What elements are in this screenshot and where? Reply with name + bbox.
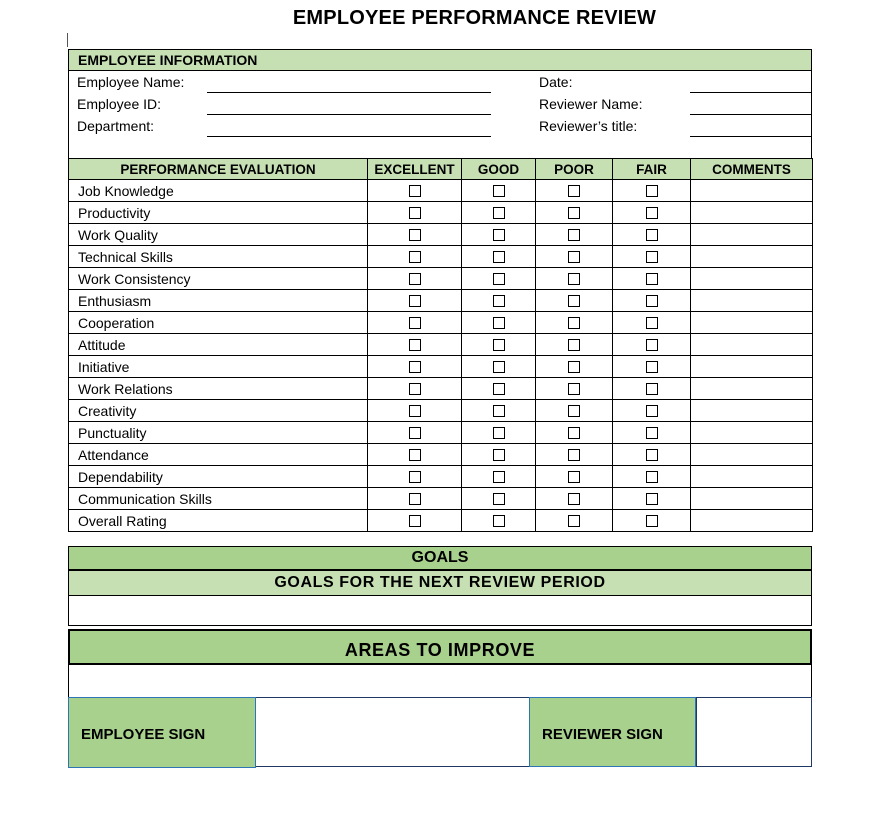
checkbox-good[interactable]: [493, 427, 505, 439]
areas-entry-area[interactable]: [68, 665, 812, 697]
checkbox-good[interactable]: [493, 207, 505, 219]
reviewer-title-field[interactable]: [690, 136, 812, 137]
checkbox-excellent[interactable]: [409, 493, 421, 505]
checkbox-good[interactable]: [493, 449, 505, 461]
table-row: [69, 444, 813, 466]
checkbox-excellent[interactable]: [409, 207, 421, 219]
checkbox-good[interactable]: [493, 273, 505, 285]
goals-heading: GOALS: [68, 546, 812, 570]
table-row: [69, 290, 813, 312]
rating-cell-fair: [613, 202, 691, 224]
rating-cell-excellent: [368, 422, 462, 444]
reviewer-sign-label: REVIEWER SIGN: [529, 697, 696, 767]
checkbox-excellent[interactable]: [409, 427, 421, 439]
criterion-label: Punctuality: [69, 422, 368, 444]
checkbox-poor[interactable]: [568, 339, 580, 351]
criterion-label: Communication Skills: [69, 488, 368, 510]
checkbox-fair[interactable]: [646, 383, 658, 395]
rating-cell-excellent: [368, 202, 462, 224]
rating-cell-excellent: [368, 312, 462, 334]
table-row: [69, 422, 813, 444]
comments-cell[interactable]: [691, 466, 813, 488]
rating-cell-fair: [613, 180, 691, 202]
rating-cell-fair: [613, 510, 691, 532]
goals-entry-area[interactable]: [68, 596, 812, 626]
checkbox-good[interactable]: [493, 251, 505, 263]
rating-cell-good: [462, 378, 536, 400]
reviewer-title-label: Reviewer’s title:: [539, 118, 638, 134]
employee-sign-label: EMPLOYEE SIGN: [68, 697, 256, 768]
criterion-label: Work Consistency: [69, 268, 368, 290]
table-row: [69, 202, 813, 224]
goals-subheading: GOALS FOR THE NEXT REVIEW PERIOD: [68, 570, 812, 596]
rating-cell-excellent: [368, 510, 462, 532]
checkbox-excellent[interactable]: [409, 405, 421, 417]
criterion-label: Creativity: [69, 400, 368, 422]
rating-cell-poor: [536, 224, 613, 246]
rating-cell-good: [462, 510, 536, 532]
rating-cell-fair: [613, 444, 691, 466]
rating-cell-excellent: [368, 290, 462, 312]
col-comments: COMMENTS: [691, 159, 813, 180]
rating-cell-poor: [536, 444, 613, 466]
comments-cell[interactable]: [691, 334, 813, 356]
comments-cell[interactable]: [691, 444, 813, 466]
rating-cell-fair: [613, 400, 691, 422]
table-row: [69, 180, 813, 202]
comments-cell[interactable]: [691, 202, 813, 224]
rating-cell-poor: [536, 378, 613, 400]
date-label: Date:: [539, 74, 573, 90]
checkbox-poor[interactable]: [568, 317, 580, 329]
rating-cell-fair: [613, 422, 691, 444]
checkbox-poor[interactable]: [568, 273, 580, 285]
page-title: EMPLOYEE PERFORMANCE REVIEW: [292, 7, 657, 29]
rating-cell-good: [462, 202, 536, 224]
checkbox-poor[interactable]: [568, 515, 580, 527]
checkbox-excellent[interactable]: [409, 273, 421, 285]
comments-cell[interactable]: [691, 488, 813, 510]
performance-evaluation-table: [68, 158, 813, 532]
col-good: GOOD: [462, 159, 536, 180]
checkbox-poor[interactable]: [568, 361, 580, 373]
rating-cell-fair: [613, 488, 691, 510]
comments-cell[interactable]: [691, 290, 813, 312]
rating-cell-excellent: [368, 444, 462, 466]
checkbox-good[interactable]: [493, 405, 505, 417]
col-excellent: EXCELLENT: [368, 159, 462, 180]
checkbox-excellent[interactable]: [409, 251, 421, 263]
rating-cell-fair: [613, 224, 691, 246]
rating-cell-good: [462, 180, 536, 202]
col-poor: POOR: [536, 159, 613, 180]
checkbox-good[interactable]: [493, 229, 505, 241]
checkbox-good[interactable]: [493, 515, 505, 527]
checkbox-fair[interactable]: [646, 229, 658, 241]
checkbox-excellent[interactable]: [409, 515, 421, 527]
checkbox-good[interactable]: [493, 317, 505, 329]
rating-cell-excellent: [368, 180, 462, 202]
checkbox-poor[interactable]: [568, 471, 580, 483]
table-row: [69, 356, 813, 378]
comments-cell[interactable]: [691, 400, 813, 422]
checkbox-fair[interactable]: [646, 493, 658, 505]
comments-cell[interactable]: [691, 224, 813, 246]
rating-cell-poor: [536, 466, 613, 488]
criterion-label: Initiative: [69, 356, 368, 378]
rating-cell-excellent: [368, 334, 462, 356]
rating-cell-excellent: [368, 356, 462, 378]
checkbox-good[interactable]: [493, 493, 505, 505]
rating-cell-poor: [536, 510, 613, 532]
checkbox-fair[interactable]: [646, 471, 658, 483]
table-row: [69, 334, 813, 356]
rating-cell-fair: [613, 290, 691, 312]
checkbox-excellent[interactable]: [409, 317, 421, 329]
comments-cell[interactable]: [691, 180, 813, 202]
comments-cell[interactable]: [691, 378, 813, 400]
table-row: [69, 466, 813, 488]
employee-sign-field[interactable]: [256, 698, 529, 767]
rating-cell-poor: [536, 312, 613, 334]
employee-name-label: Employee Name:: [77, 74, 185, 90]
comments-cell[interactable]: [691, 422, 813, 444]
margin-tick: [67, 33, 68, 47]
criterion-label: Enthusiasm: [69, 290, 368, 312]
rating-cell-good: [462, 224, 536, 246]
rating-cell-good: [462, 466, 536, 488]
employee-id-label: Employee ID:: [77, 96, 162, 112]
rating-cell-fair: [613, 268, 691, 290]
rating-cell-good: [462, 356, 536, 378]
rating-cell-good: [462, 334, 536, 356]
criterion-label: Technical Skills: [69, 246, 368, 268]
table-row: [69, 312, 813, 334]
employee-id-field[interactable]: [207, 114, 491, 115]
comments-cell[interactable]: [691, 510, 813, 532]
rating-cell-excellent: [368, 224, 462, 246]
rating-cell-good: [462, 246, 536, 268]
col-performance-evaluation: PERFORMANCE EVALUATION: [69, 159, 368, 180]
checkbox-poor[interactable]: [568, 449, 580, 461]
reviewer-name-label: Reviewer Name:: [539, 96, 643, 112]
checkbox-good[interactable]: [493, 185, 505, 197]
reviewer-name-field[interactable]: [690, 114, 812, 115]
rating-cell-fair: [613, 334, 691, 356]
checkbox-fair[interactable]: [646, 273, 658, 285]
checkbox-good[interactable]: [493, 361, 505, 373]
areas-to-improve-heading: AREAS TO IMPROVE: [68, 629, 812, 665]
rating-cell-fair: [613, 378, 691, 400]
rating-cell-good: [462, 312, 536, 334]
checkbox-excellent[interactable]: [409, 361, 421, 373]
table-row: [69, 400, 813, 422]
comments-cell[interactable]: [691, 312, 813, 334]
rating-cell-excellent: [368, 268, 462, 290]
checkbox-poor[interactable]: [568, 493, 580, 505]
checkbox-excellent[interactable]: [409, 185, 421, 197]
checkbox-poor[interactable]: [568, 383, 580, 395]
comments-cell[interactable]: [691, 268, 813, 290]
checkbox-poor[interactable]: [568, 251, 580, 263]
checkbox-fair[interactable]: [646, 515, 658, 527]
checkbox-good[interactable]: [493, 471, 505, 483]
checkbox-excellent[interactable]: [409, 295, 421, 307]
checkbox-excellent[interactable]: [409, 383, 421, 395]
checkbox-poor[interactable]: [568, 427, 580, 439]
checkbox-fair[interactable]: [646, 317, 658, 329]
criterion-label: Overall Rating: [69, 510, 368, 532]
criterion-label: Job Knowledge: [69, 180, 368, 202]
checkbox-good[interactable]: [493, 339, 505, 351]
rating-cell-poor: [536, 180, 613, 202]
rating-cell-excellent: [368, 488, 462, 510]
criterion-label: Cooperation: [69, 312, 368, 334]
checkbox-good[interactable]: [493, 295, 505, 307]
employee-info-heading: EMPLOYEE INFORMATION: [68, 49, 812, 71]
department-label: Department:: [77, 118, 155, 134]
rating-cell-good: [462, 444, 536, 466]
rating-cell-poor: [536, 422, 613, 444]
rating-cell-excellent: [368, 400, 462, 422]
rating-cell-good: [462, 422, 536, 444]
checkbox-fair[interactable]: [646, 295, 658, 307]
criterion-label: Work Relations: [69, 378, 368, 400]
table-row: [69, 488, 813, 510]
table-row: [69, 378, 813, 400]
employee-name-field[interactable]: [207, 92, 491, 93]
criterion-label: Attitude: [69, 334, 368, 356]
checkbox-fair[interactable]: [646, 427, 658, 439]
rating-cell-fair: [613, 466, 691, 488]
checkbox-poor[interactable]: [568, 185, 580, 197]
table-row: [69, 510, 813, 532]
rating-cell-poor: [536, 334, 613, 356]
col-fair: FAIR: [613, 159, 691, 180]
criterion-label: Dependability: [69, 466, 368, 488]
rating-cell-poor: [536, 202, 613, 224]
table-row: [69, 246, 813, 268]
checkbox-poor[interactable]: [568, 295, 580, 307]
rating-cell-poor: [536, 268, 613, 290]
rating-cell-good: [462, 400, 536, 422]
department-field[interactable]: [207, 136, 491, 137]
rating-cell-good: [462, 488, 536, 510]
checkbox-fair[interactable]: [646, 449, 658, 461]
rating-cell-poor: [536, 290, 613, 312]
rating-cell-excellent: [368, 466, 462, 488]
checkbox-fair[interactable]: [646, 405, 658, 417]
criterion-label: Attendance: [69, 444, 368, 466]
table-row: [69, 268, 813, 290]
comments-cell[interactable]: [691, 356, 813, 378]
checkbox-fair[interactable]: [646, 207, 658, 219]
checkbox-fair[interactable]: [646, 251, 658, 263]
checkbox-excellent[interactable]: [409, 471, 421, 483]
rating-cell-poor: [536, 356, 613, 378]
criterion-label: Productivity: [69, 202, 368, 224]
rating-cell-fair: [613, 356, 691, 378]
rating-cell-poor: [536, 400, 613, 422]
checkbox-fair[interactable]: [646, 361, 658, 373]
rating-cell-poor: [536, 246, 613, 268]
checkbox-fair[interactable]: [646, 339, 658, 351]
rating-cell-excellent: [368, 378, 462, 400]
rating-cell-fair: [613, 246, 691, 268]
checkbox-poor[interactable]: [568, 207, 580, 219]
checkbox-excellent[interactable]: [409, 339, 421, 351]
checkbox-excellent[interactable]: [409, 449, 421, 461]
checkbox-poor[interactable]: [568, 405, 580, 417]
rating-cell-fair: [613, 312, 691, 334]
checkbox-poor[interactable]: [568, 229, 580, 241]
date-field[interactable]: [690, 92, 812, 93]
rating-cell-excellent: [368, 246, 462, 268]
rating-cell-good: [462, 268, 536, 290]
checkbox-excellent[interactable]: [409, 229, 421, 241]
rating-cell-poor: [536, 488, 613, 510]
checkbox-fair[interactable]: [646, 185, 658, 197]
criterion-label: Work Quality: [69, 224, 368, 246]
table-row: [69, 224, 813, 246]
rating-cell-good: [462, 290, 536, 312]
comments-cell[interactable]: [691, 246, 813, 268]
reviewer-sign-field[interactable]: [696, 698, 812, 767]
table-header-row: [69, 159, 813, 180]
checkbox-good[interactable]: [493, 383, 505, 395]
